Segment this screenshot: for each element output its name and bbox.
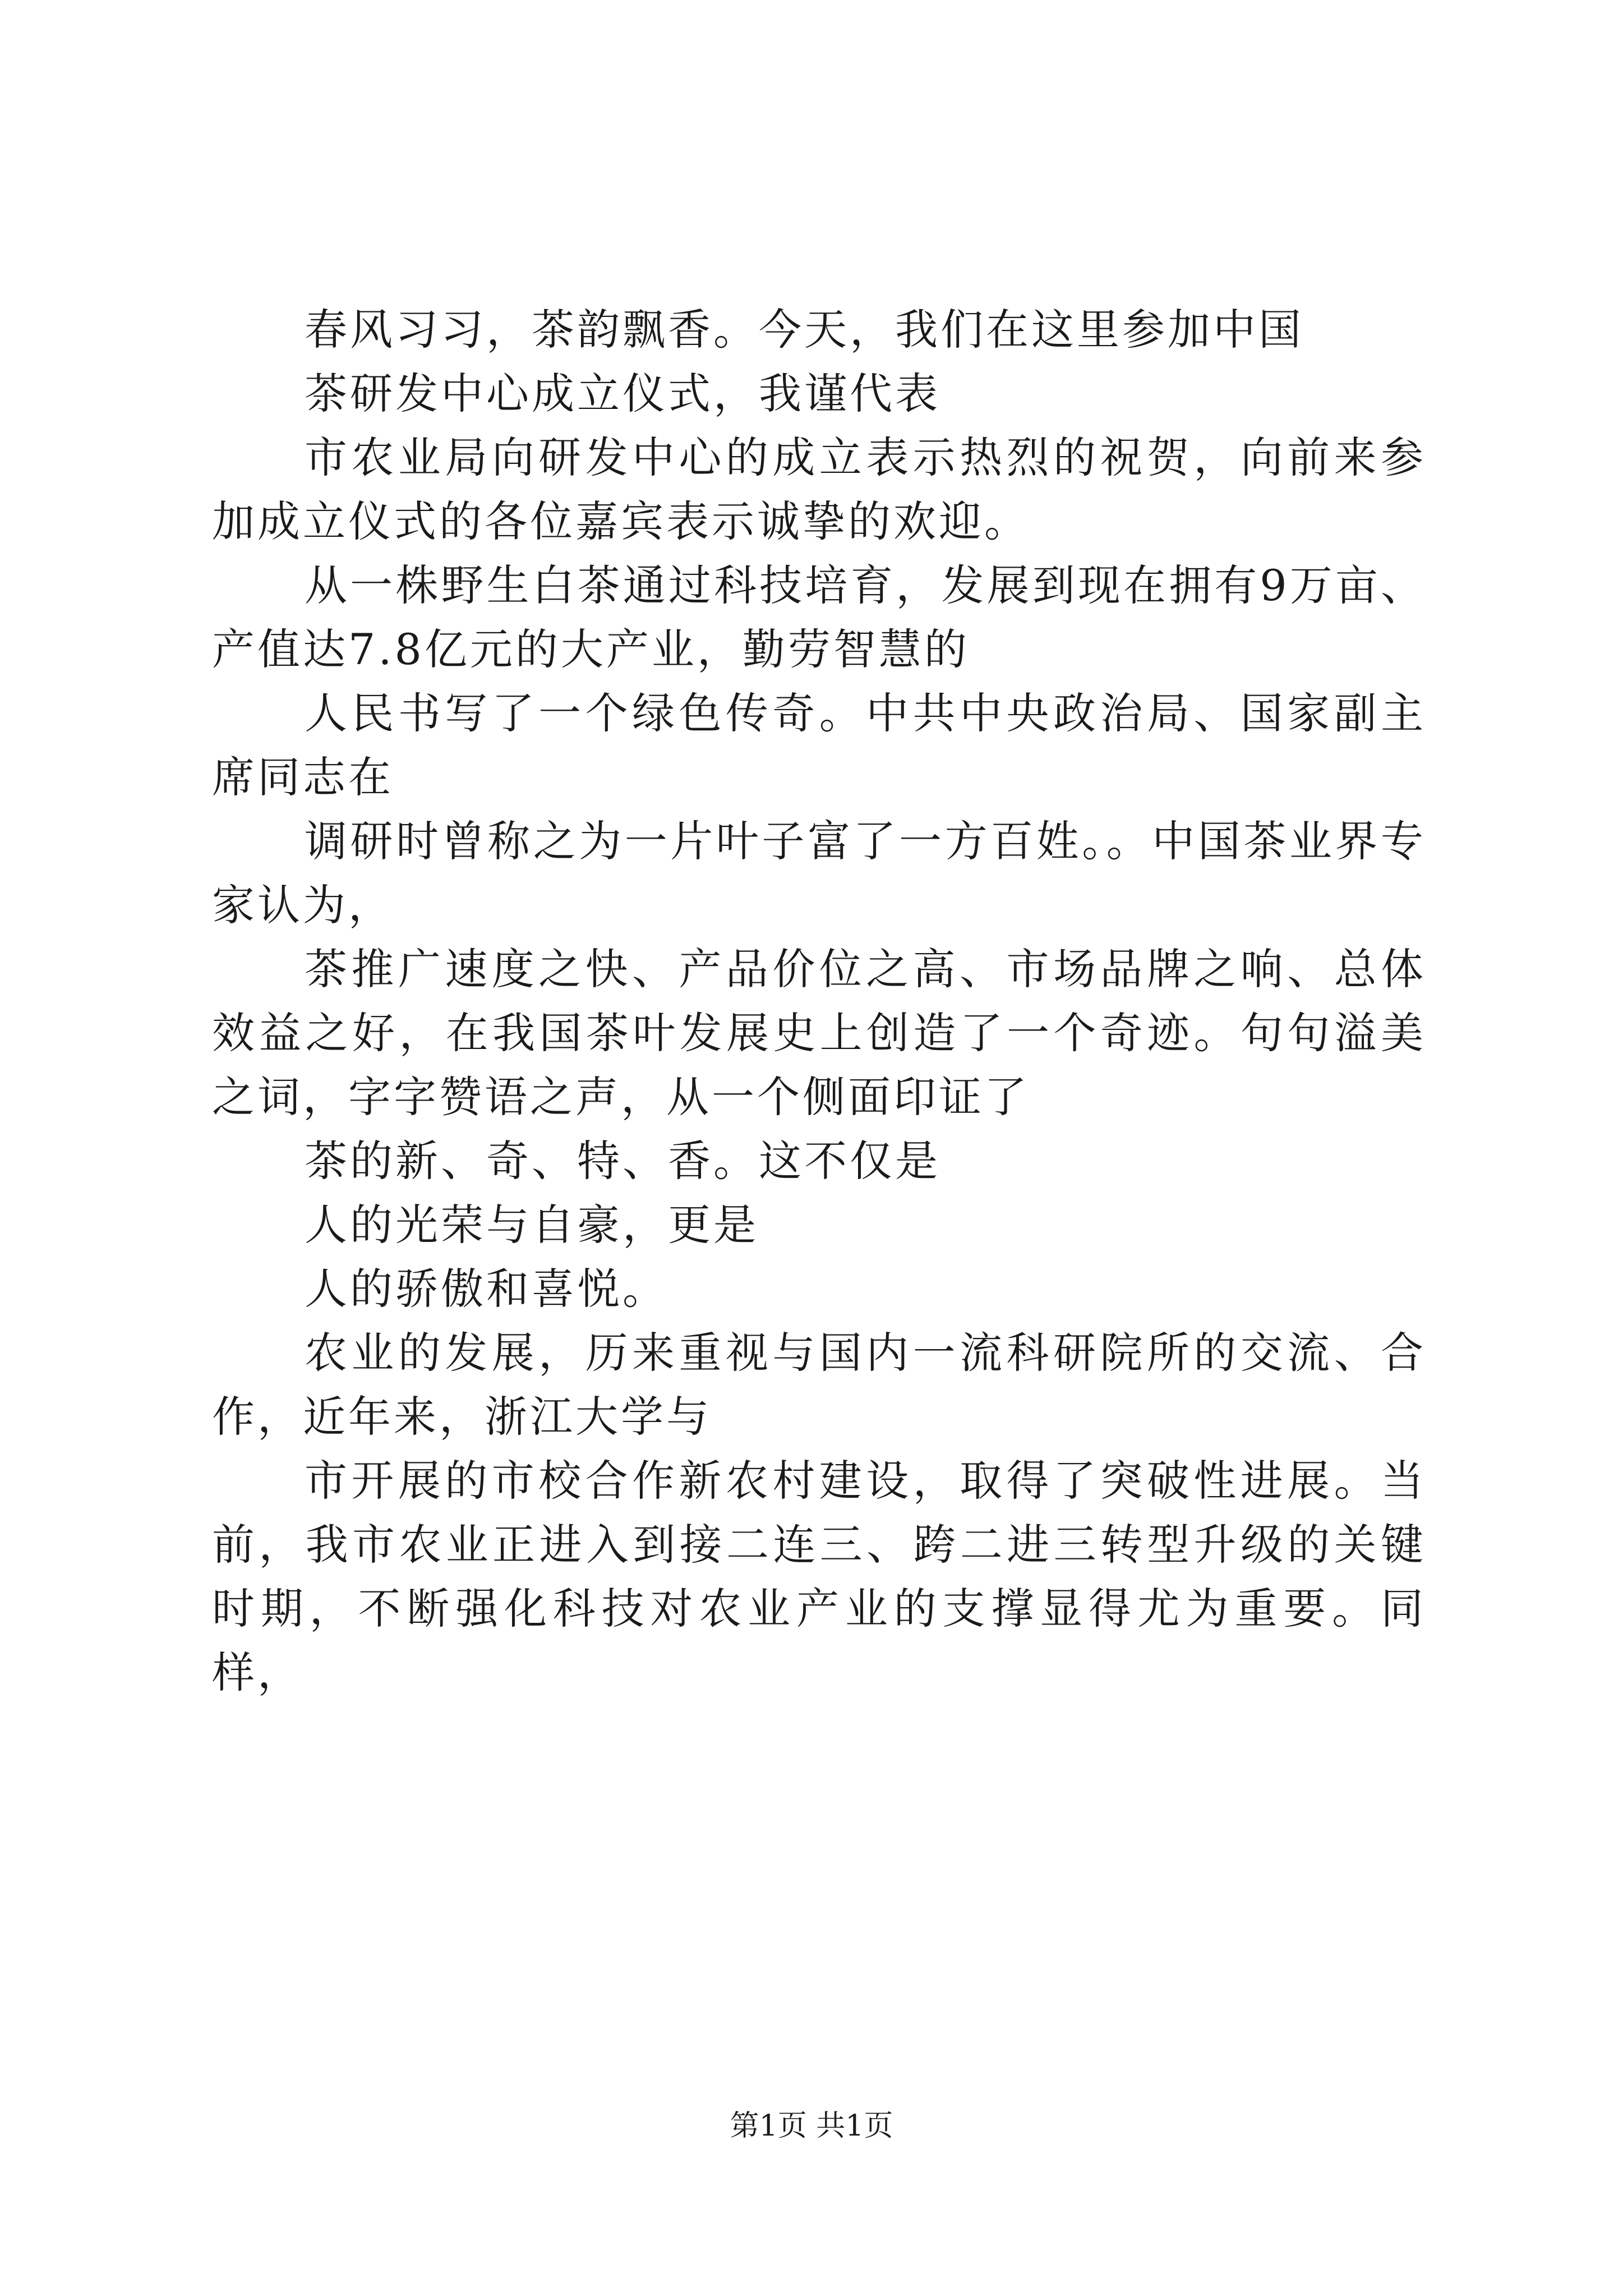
paragraph: 人民书写了一个绿色传奇。中共中央政治局、国家副主席同志在	[212, 688, 1426, 802]
paragraph: 茶研发中心成立仪式，我谨代表	[305, 369, 940, 418]
paragraph: 人的骄傲和喜悦。	[305, 1264, 668, 1314]
paragraph: 春风习习，茶韵飘香。今天，我们在这里参加中国	[305, 305, 1304, 355]
paragraph: 市农业局向研发中心的成立表示热烈的祝贺，向前来参加成立仪式的各位嘉宾表示诚挚的欢迎。	[212, 432, 1426, 546]
paragraph: 茶的新、奇、特、香。这不仅是	[305, 1136, 940, 1186]
page-number-footer: 第1页 共1页	[730, 2109, 893, 2143]
paragraph: 茶推广速度之快、产品价位之高、市场品牌之响、总体效益之好，在我国茶叶发展史上创造了一个奇迹。句句溢美之词，字字赞语之声，从一个侧面印证了	[212, 944, 1426, 1122]
paragraph: 人的光荣与自豪，更是	[305, 1200, 759, 1250]
paragraph: 从一株野生白茶通过科技培育，发展到现在拥有9万亩、产值达7.8亿元的大产业，勤劳智慧的	[212, 560, 1426, 674]
paragraph: 市开展的市校合作新农村建设，取得了突破性进展。当前，我市农业正进入到接二连三、跨二进三转型升级的关键时期，不断强化科技对农业产业的支撑显得尤为重要。同样，	[212, 1456, 1426, 1697]
document-body	[212, 298, 1426, 1705]
paragraph: 农业的发展，历来重视与国内一流科研院所的交流、合作，近年来，浙江大学与	[212, 1328, 1426, 1442]
paragraph: 调研时曾称之为一片叶子富了一方百姓。。中国茶业界专家认为，	[212, 816, 1426, 930]
